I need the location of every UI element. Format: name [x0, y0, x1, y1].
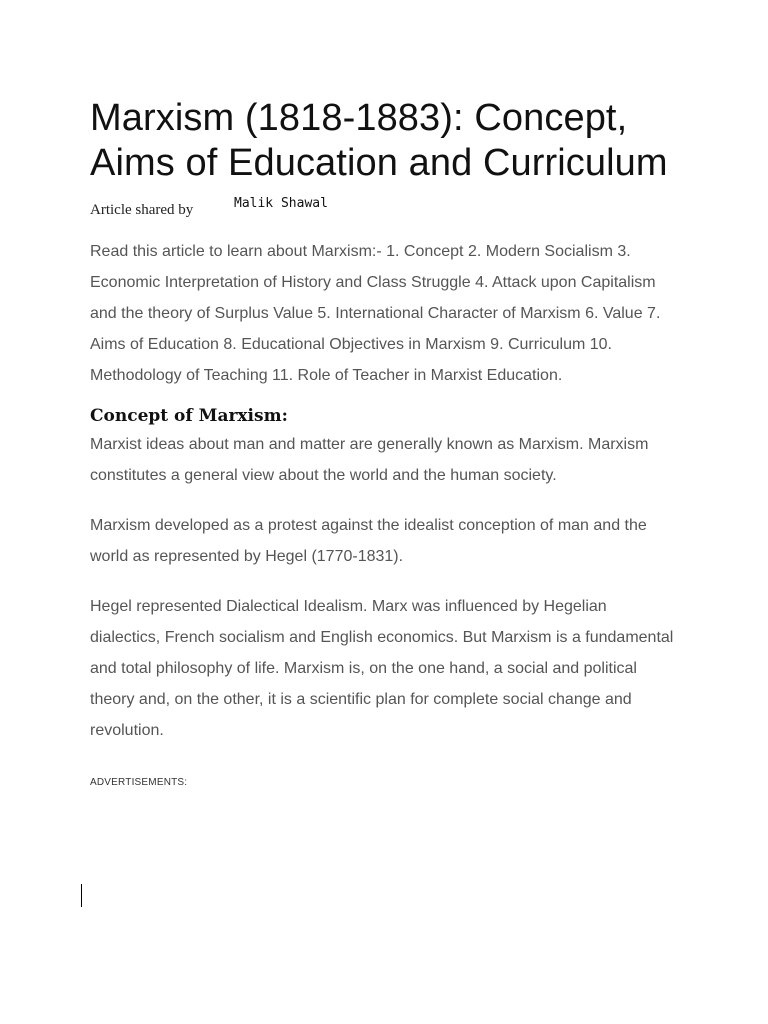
intro-paragraph: Read this article to learn about Marxism:- 1. Concept 2. Modern Socialism 3. Economic Interpretation of History and Class Struggle 4. Attack upon Capitalism and the theory of Surplus Value 5. International Character of Marxism 6. Value 7. Aims of Education 8. Educational Objectives in Marxism 9. Curriculum 10. Methodology of Teaching 11. Role of Teacher in Marxist Education.: [90, 243, 661, 384]
text-cursor[interactable]: [81, 884, 82, 907]
body-paragraph: Marxist ideas about man and matter are generally known as Marxism. Marxism constitutes a general view about the world and the human society.: [90, 436, 649, 484]
section-heading: Concept of Marxism:: [90, 406, 288, 426]
advertisements-label: ADVERTISEMENTS:: [90, 777, 188, 788]
byline-label: Article shared by: [90, 202, 194, 218]
byline: [90, 186, 680, 232]
body-paragraph: Marxism developed as a protest against the idealist conception of man and the world as represented by Hegel (1770-1831).: [90, 517, 647, 565]
body-paragraph: Hegel represented Dialectical Idealism. Marx was influenced by Hegelian dialectics, French socialism and English economics. But Marxism is a fundamental and total philosophy of life. Marxism is, on the one hand, a social and political theory and, on the other, it is a scientific plan for complete social change and revolution.: [90, 598, 674, 739]
article-title: Marxism (1818-1883): Concept, Aims of Education and Curriculum: [90, 97, 668, 184]
article-content: [90, 96, 680, 788]
author-name: Malik Shawal: [234, 196, 328, 211]
